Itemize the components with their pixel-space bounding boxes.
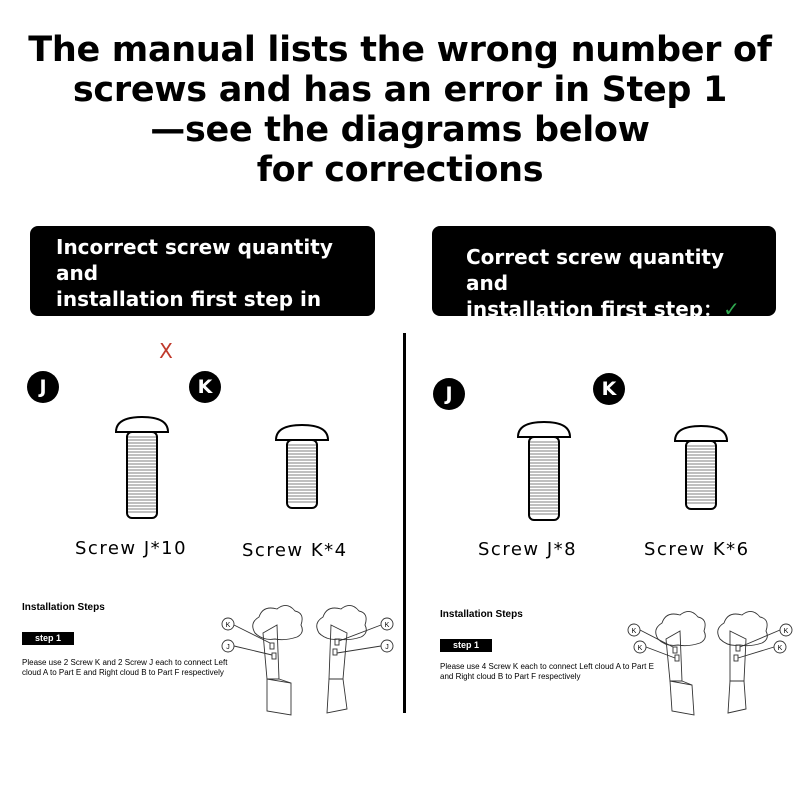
correct-banner — [432, 226, 776, 321]
step-1-text-correct: Please use 4 Screw K each to connect Left cloud A to Part E and Right cloud B to Part F respectively — [440, 662, 654, 681]
incorrect-banner-line-1: Incorrect screw quantity and — [56, 235, 333, 285]
step-1-label-incorrect: step 1 — [22, 632, 74, 645]
step-1-label-correct: step 1 — [440, 639, 492, 652]
screw-j-icon — [110, 413, 174, 525]
screw-k-label-incorrect: Screw K*4 — [242, 540, 348, 561]
installation-steps-heading-correct: Installation Steps — [440, 609, 523, 620]
cloud-assembly-diagram-incorrect — [215, 595, 405, 720]
screw-k-icon — [669, 422, 733, 514]
screw-k-label-correct: Screw K*6 — [644, 539, 750, 560]
callout-j: J — [226, 644, 230, 651]
headline — [0, 30, 800, 190]
incorrect-banner-line-3 — [56, 338, 359, 364]
callout-k: K — [384, 622, 390, 629]
callout-j: J — [385, 644, 389, 651]
cloud-assembly-diagram-correct — [622, 605, 797, 720]
headline-line-3: —see the diagrams below — [150, 110, 650, 150]
screw-j-icon — [512, 418, 576, 524]
installation-steps-heading-incorrect: Installation Steps — [22, 602, 105, 613]
screw-k-badge-incorrect: K — [189, 371, 221, 403]
screw-j-label-correct: Screw J*8 — [478, 539, 578, 560]
cross-icon: X — [159, 339, 173, 363]
callout-k: K — [777, 645, 783, 652]
headline-line-4: for corrections — [256, 150, 544, 190]
screw-k-icon — [270, 421, 334, 513]
check-icon: ✓ — [723, 297, 740, 321]
screw-j-badge-incorrect: J — [27, 371, 59, 403]
incorrect-banner — [30, 226, 375, 363]
incorrect-banner-line-2: installation first step in the — [56, 287, 322, 337]
correct-banner-line-2 — [466, 296, 760, 322]
screw-k-badge-correct: K — [593, 373, 625, 405]
callout-k: K — [631, 628, 637, 635]
incorrect-banner-line-3-text: manual： — [56, 339, 160, 363]
screw-j-label-incorrect: Screw J*10 — [75, 538, 188, 559]
screw-j-badge-correct: J — [433, 378, 465, 410]
callout-k: K — [783, 628, 789, 635]
callout-k: K — [637, 645, 643, 652]
correct-banner-line-2-text: installation first step： — [466, 297, 724, 321]
callout-k: K — [225, 622, 231, 629]
step-1-text-incorrect: Please use 2 Screw K and 2 Screw J each to connect Left cloud A to Part E and Right cloud B to Part F respectively — [22, 658, 228, 677]
correct-banner-line-1: Correct screw quantity and — [466, 245, 725, 295]
headline-line-2: screws and has an error in Step 1 — [72, 70, 728, 110]
headline-line-1: The manual lists the wrong number of — [28, 30, 772, 70]
